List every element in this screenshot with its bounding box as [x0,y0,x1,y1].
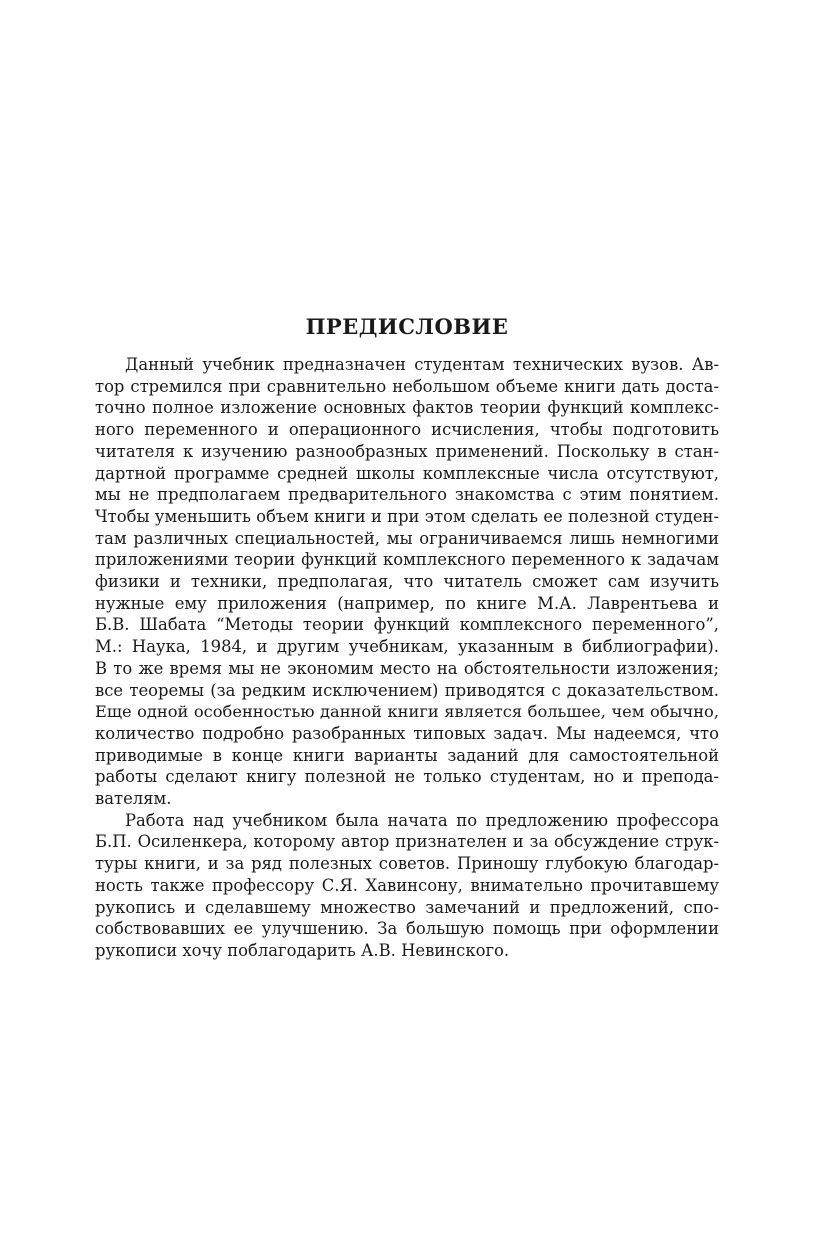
paragraph-line: рукописи хочу поблагодарить А.В. Невинского. [95,940,510,960]
paragraph-line: собствовавших ее улучшению. За большую помощь при оформлении [95,919,719,939]
page-title: ПРЕДИСЛОВИЕ [305,314,509,339]
paragraph-line: точно полное изложение основных фактов теории функций комплекс- [95,398,719,418]
paragraph-line: Еще одной особенностью данной книги является большее, чем обычно, [95,702,719,722]
paragraph-line: туры книги, и за ряд полезных советов. Приношу глубокую благодар- [95,854,719,874]
paragraph-line: читателя к изучению разнообразных применений. Поскольку в стан- [95,441,719,461]
paragraph-line: В то же время мы не экономим место на обстоятельности изложения; [95,658,719,678]
paragraph-line: ного переменного и операционного исчисления, чтобы подготовить [95,420,719,440]
paragraph-line: нужные ему приложения (например, по книге М.А. Лаврентьева и [95,593,719,613]
paragraph-line: рукопись и сделавшему множество замечаний и предложений, спо- [95,897,719,917]
paragraph-line: тор стремился при сравнительно небольшом объеме книги дать доста- [95,376,719,396]
paragraph-line: ность также профессору С.Я. Хавинсону, внимательно прочитавшему [95,875,719,895]
paragraph-line: физики и техники, предполагая, что читатель сможет сам изучить [95,572,719,592]
paragraph-line: приложениями теории функций комплексного переменного к задачам [95,550,719,570]
paragraph-line: Чтобы уменьшить объем книги и при этом сделать ее полезной студен- [95,506,719,526]
paragraph-line: вателям. [95,789,172,809]
paragraph-line: мы не предполагаем предварительного знакомства с этим понятием. [95,485,719,505]
paragraph-line: все теоремы (за редким исключением) приводятся с доказательством. [95,680,719,700]
paragraph-line: дартной программе средней школы комплексные числа отсутствуют, [95,463,719,483]
paragraph-line: Данный учебник предназначен студентам технических вузов. Ав- [125,355,719,374]
paragraph-line: Работа над учебником была начата по предложению профессора [125,810,719,830]
paragraph-line: Б.П. Осиленкера, которому автор признателен и за обсуждение струк- [95,832,719,852]
paragraph-1 [95,354,719,810]
paragraph-2 [95,810,719,962]
paragraph-line: там различных специальностей, мы ограничиваемся лишь немногими [95,528,719,548]
paragraph-line: Б.В. Шабата “Методы теории функций комплексного переменного”, [95,615,719,635]
paragraph-line: приводимые в конце книги варианты заданий для самостоятельной [95,745,719,765]
paragraph-line: количество подробно разобранных типовых задач. Мы надеемся, что [95,723,719,743]
paragraph-line: М.: Наука, 1984, и другим учебникам, указанным в библиографии). [95,637,719,657]
page-content [95,314,719,962]
paragraph-line: работы сделают книгу полезной не только студентам, но и препода- [95,767,719,787]
